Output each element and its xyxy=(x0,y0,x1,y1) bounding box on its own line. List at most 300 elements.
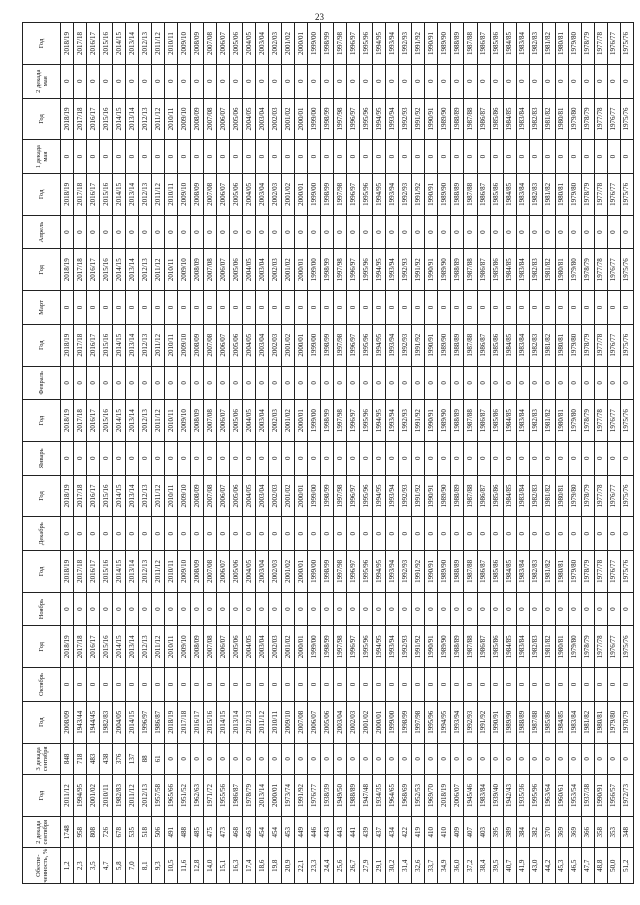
table-cell: 48,8 xyxy=(594,848,607,884)
table-cell: 0 xyxy=(126,65,139,99)
table-cell: 2001/02 xyxy=(282,98,295,140)
table-cell: 1986/87 xyxy=(477,626,490,668)
table-cell: 1979/80 xyxy=(568,475,581,517)
table-cell: 0 xyxy=(191,442,204,476)
table-cell: 0 xyxy=(490,592,503,626)
table-cell: 1987/88 xyxy=(464,550,477,592)
table-cell: 2014/15 xyxy=(126,701,139,743)
table-cell: 0 xyxy=(295,140,308,174)
table-cell: 0 xyxy=(74,140,87,174)
table-row xyxy=(152,23,165,884)
table-cell: 1995/96 xyxy=(360,550,373,592)
table-cell: 0 xyxy=(230,291,243,325)
table-cell: 0 xyxy=(74,517,87,551)
table-cell: 0 xyxy=(477,517,490,551)
table-cell: 1996/97 xyxy=(139,701,152,743)
table-cell: 0 xyxy=(256,366,269,400)
table-cell: 0 xyxy=(386,65,399,99)
table-cell: 1975/76 xyxy=(620,173,633,215)
table-cell: 718 xyxy=(74,743,87,774)
table-cell: 0 xyxy=(412,668,425,702)
table-cell: 1976/77 xyxy=(607,173,620,215)
table-cell: 1984/85 xyxy=(503,475,516,517)
table-cell: 1988/89 xyxy=(347,775,360,817)
table-cell: 1982/83 xyxy=(113,775,126,817)
table-cell: 0 xyxy=(74,291,87,325)
table-cell: 0 xyxy=(74,442,87,476)
table-cell: 1999/00 xyxy=(308,23,321,65)
table-cell: 0 xyxy=(321,517,334,551)
table-cell: 0 xyxy=(438,442,451,476)
table-cell: 1943/44 xyxy=(74,701,87,743)
table-cell: 1982/83 xyxy=(529,400,542,442)
table-cell: 2005/06 xyxy=(321,701,334,743)
table-cell: 0 xyxy=(594,291,607,325)
table-cell: 0 xyxy=(360,668,373,702)
table-cell: 0 xyxy=(594,592,607,626)
table-cell: 2016/17 xyxy=(87,173,100,215)
table-cell: 2003/04 xyxy=(256,98,269,140)
table-cell: 2011/12 xyxy=(152,626,165,668)
table-cell: 1994/95 xyxy=(438,701,451,743)
table-cell: 2014/15 xyxy=(217,701,230,743)
table-cell: 1980/81 xyxy=(555,475,568,517)
table-cell: 1989/90 xyxy=(438,475,451,517)
table-cell: 2001/02 xyxy=(282,475,295,517)
table-cell: 15,1 xyxy=(217,848,230,884)
column-header: Октябрь xyxy=(23,668,61,702)
table-cell: 0 xyxy=(399,366,412,400)
table-cell: 1939/40 xyxy=(490,775,503,817)
table-cell: 2001/02 xyxy=(282,550,295,592)
table-cell: 9,3 xyxy=(152,848,165,884)
table-cell: 2018/19 xyxy=(61,324,74,366)
table-cell: 0 xyxy=(87,65,100,99)
table-cell: 1976/77 xyxy=(607,475,620,517)
table-cell: 2013/14 xyxy=(126,400,139,442)
table-cell: 1981/82 xyxy=(542,173,555,215)
table-cell: 0 xyxy=(529,65,542,99)
table-cell: 0 xyxy=(607,65,620,99)
table-cell: 0 xyxy=(581,743,594,774)
table-cell: 0 xyxy=(373,442,386,476)
table-cell: 0 xyxy=(113,592,126,626)
table-cell: 0 xyxy=(243,668,256,702)
table-cell: 0 xyxy=(542,517,555,551)
table-cell: 1991/92 xyxy=(412,249,425,291)
table-cell: 2013/14 xyxy=(126,98,139,140)
table-cell: 1985/86 xyxy=(490,249,503,291)
table-cell: 0 xyxy=(451,442,464,476)
table-cell: 1937/38 xyxy=(581,775,594,817)
table-cell: 2009/10 xyxy=(178,400,191,442)
table-cell: 1984/85 xyxy=(555,701,568,743)
table-cell: 1996/97 xyxy=(347,475,360,517)
table-cell: 1993/94 xyxy=(451,701,464,743)
table-cell: 2011/12 xyxy=(152,400,165,442)
table-cell: 1978/79 xyxy=(581,626,594,668)
table-cell: 0 xyxy=(321,668,334,702)
table-cell: 0 xyxy=(425,517,438,551)
table-row xyxy=(178,23,191,884)
table-cell: 1947/48 xyxy=(360,775,373,817)
table-cell: 0 xyxy=(620,366,633,400)
table-cell: 0 xyxy=(217,668,230,702)
table-cell: 0 xyxy=(490,668,503,702)
table-cell: 0 xyxy=(568,517,581,551)
table-cell: 0 xyxy=(87,592,100,626)
column-header: Год xyxy=(23,23,61,65)
table-cell: 1990/91 xyxy=(490,701,503,743)
table-cell: 389 xyxy=(503,816,516,847)
table-cell: 353 xyxy=(607,816,620,847)
table-cell: 1995/96 xyxy=(360,475,373,517)
table-cell: 0 xyxy=(451,592,464,626)
table-cell: 2015/16 xyxy=(204,701,217,743)
table-cell: 0 xyxy=(542,743,555,774)
table-cell: 441 xyxy=(347,816,360,847)
table-cell: 395 xyxy=(490,816,503,847)
table-cell: 1978/79 xyxy=(581,400,594,442)
table-cell: 2006/07 xyxy=(217,23,230,65)
table-cell: 2003/04 xyxy=(334,701,347,743)
table-cell: 1995/96 xyxy=(360,249,373,291)
table-row xyxy=(360,23,373,884)
table-cell: 0 xyxy=(607,517,620,551)
table-cell: 0 xyxy=(61,291,74,325)
table-cell: 29,1 xyxy=(373,848,386,884)
table-cell: 2006/07 xyxy=(217,249,230,291)
table-cell: 2012/13 xyxy=(139,23,152,65)
table-cell: 2016/17 xyxy=(87,23,100,65)
table-cell: 0 xyxy=(581,517,594,551)
table-cell: 1992/93 xyxy=(399,249,412,291)
column-header: Январь xyxy=(23,442,61,476)
table-cell: 0 xyxy=(308,65,321,99)
table-cell: 0 xyxy=(464,668,477,702)
table-cell: 39,5 xyxy=(490,848,503,884)
column-header: Год xyxy=(23,249,61,291)
table-cell: 1748 xyxy=(61,816,74,847)
table-cell: 27,9 xyxy=(360,848,373,884)
table-cell: 2000/01 xyxy=(295,550,308,592)
table-cell: 88 xyxy=(139,743,152,774)
table-cell: 0 xyxy=(373,743,386,774)
table-cell: 2002/03 xyxy=(269,173,282,215)
table-cell: 1984/85 xyxy=(503,400,516,442)
table-row xyxy=(139,23,152,884)
table-cell: 1978/79 xyxy=(581,475,594,517)
table-cell: 0 xyxy=(334,668,347,702)
column-header: Год xyxy=(23,550,61,592)
table-cell: 1990/91 xyxy=(425,249,438,291)
table-cell: 1978/79 xyxy=(581,249,594,291)
table-cell: 2008/09 xyxy=(191,400,204,442)
table-cell: 2005/06 xyxy=(230,173,243,215)
table-cell: 0 xyxy=(100,442,113,476)
table-cell: 0 xyxy=(490,442,503,476)
table-cell: 2008/09 xyxy=(191,98,204,140)
table-cell: 1976/77 xyxy=(607,400,620,442)
table-cell: 0 xyxy=(607,366,620,400)
table-cell: 0 xyxy=(581,442,594,476)
table-cell: 0 xyxy=(516,592,529,626)
table-cell: 0 xyxy=(282,668,295,702)
table-cell: 2018/19 xyxy=(61,626,74,668)
table-cell: 0 xyxy=(113,668,126,702)
table-cell: 1984/85 xyxy=(503,550,516,592)
table-cell: 1976/77 xyxy=(607,23,620,65)
table-cell: 0 xyxy=(581,366,594,400)
table-cell: 1989/90 xyxy=(438,550,451,592)
table-cell: 1983/84 xyxy=(477,775,490,817)
table-cell: 1987/88 xyxy=(464,400,477,442)
table-row xyxy=(256,23,269,884)
table-cell: 1988/89 xyxy=(451,173,464,215)
table-cell: 2018/19 xyxy=(165,701,178,743)
table-cell: 0 xyxy=(139,442,152,476)
table-cell: 0 xyxy=(399,442,412,476)
table-cell: 958 xyxy=(74,816,87,847)
table-cell: 2001/02 xyxy=(282,23,295,65)
column-header: Год xyxy=(23,173,61,215)
table-cell: 0 xyxy=(165,140,178,174)
table-cell: 2000/01 xyxy=(295,23,308,65)
table-cell: 0 xyxy=(503,366,516,400)
table-cell: 1965/66 xyxy=(165,775,178,817)
table-cell: 0 xyxy=(152,215,165,249)
table-cell: 0 xyxy=(282,366,295,400)
table-cell: 0 xyxy=(165,442,178,476)
table-cell: 1985/86 xyxy=(490,550,503,592)
table-cell: 2017/18 xyxy=(178,701,191,743)
table-cell: 1992/93 xyxy=(399,173,412,215)
table-cell: 1997/98 xyxy=(334,626,347,668)
table-cell: 0 xyxy=(425,65,438,99)
table-cell: 0 xyxy=(347,743,360,774)
table-row xyxy=(542,23,555,884)
table-cell: 1978/79 xyxy=(243,775,256,817)
table-cell: 0 xyxy=(425,743,438,774)
table-cell: 0 xyxy=(594,517,607,551)
table-cell: 1993/94 xyxy=(386,626,399,668)
table-cell: 1981/82 xyxy=(542,550,555,592)
table-cell: 1978/79 xyxy=(581,23,594,65)
table-cell: 1977/78 xyxy=(594,550,607,592)
table-cell: 1983/84 xyxy=(568,701,581,743)
table-cell: 0 xyxy=(347,592,360,626)
table-cell: 0 xyxy=(503,442,516,476)
table-cell: 1985/86 xyxy=(490,98,503,140)
table-cell: 422 xyxy=(399,816,412,847)
table-cell: 0 xyxy=(334,366,347,400)
table-cell: 1982/83 xyxy=(529,626,542,668)
table-cell: 1996/97 xyxy=(347,400,360,442)
table-cell: 1991/92 xyxy=(412,23,425,65)
table-cell: 2006/07 xyxy=(217,98,230,140)
table-cell: 2006/07 xyxy=(308,701,321,743)
table-cell: 1987/88 xyxy=(529,701,542,743)
table-cell: 2014/15 xyxy=(113,550,126,592)
table-cell: 2016/17 xyxy=(87,475,100,517)
table-cell: 1980/81 xyxy=(555,626,568,668)
table-cell: 0 xyxy=(139,65,152,99)
table-cell: 1986/87 xyxy=(477,324,490,366)
table-cell: 2002/03 xyxy=(269,324,282,366)
table-cell: 1990/91 xyxy=(425,173,438,215)
table-cell: 0 xyxy=(555,743,568,774)
table-cell: 0 xyxy=(87,442,100,476)
table-cell: 0 xyxy=(256,140,269,174)
table-cell: 0 xyxy=(373,215,386,249)
table-cell: 0 xyxy=(152,442,165,476)
table-cell: 137 xyxy=(126,743,139,774)
table-cell: 1994/95 xyxy=(373,626,386,668)
table-cell: 0 xyxy=(477,291,490,325)
table-cell: 0 xyxy=(386,366,399,400)
table-cell: 0 xyxy=(451,140,464,174)
table-cell: 0 xyxy=(269,592,282,626)
table-cell: 0 xyxy=(607,291,620,325)
table-cell: 1951/52 xyxy=(178,775,191,817)
table-cell: 1993/94 xyxy=(386,249,399,291)
table-cell: 382 xyxy=(529,816,542,847)
table-cell: 1975/76 xyxy=(620,324,633,366)
table-cell: 7,0 xyxy=(126,848,139,884)
table-cell: 1986/87 xyxy=(230,775,243,817)
table-cell: 0 xyxy=(373,291,386,325)
table-cell: 0 xyxy=(620,140,633,174)
table-row xyxy=(74,23,87,884)
table-cell: 0 xyxy=(386,140,399,174)
table-cell: 2003/04 xyxy=(256,324,269,366)
table-cell: 0 xyxy=(178,291,191,325)
table-cell: 2009/10 xyxy=(178,475,191,517)
table-cell: 1962/63 xyxy=(191,775,204,817)
table-cell: 1978/79 xyxy=(581,324,594,366)
table-cell: 0 xyxy=(139,215,152,249)
table-cell: 2008/09 xyxy=(191,475,204,517)
table-row xyxy=(620,23,633,884)
table-cell: 0 xyxy=(386,442,399,476)
table-row xyxy=(607,23,620,884)
table-cell: 0 xyxy=(386,592,399,626)
table-cell: 1980/81 xyxy=(555,324,568,366)
table-cell: 0 xyxy=(490,65,503,99)
table-cell: 1994/95 xyxy=(373,98,386,140)
table-cell: 0 xyxy=(399,215,412,249)
table-cell: 468 xyxy=(230,816,243,847)
table-cell: 1955/56 xyxy=(217,775,230,817)
table-cell: 1991/92 xyxy=(412,173,425,215)
table-cell: 366 xyxy=(581,816,594,847)
table-cell: 2015/16 xyxy=(100,626,113,668)
table-cell: 1985/86 xyxy=(542,701,555,743)
table-cell: 0 xyxy=(230,668,243,702)
table-cell: 2015/16 xyxy=(100,173,113,215)
column-header: Ноябрь xyxy=(23,592,61,626)
table-cell: 0 xyxy=(165,65,178,99)
table-cell: 0 xyxy=(61,517,74,551)
table-row xyxy=(269,23,282,884)
table-cell: 2002/03 xyxy=(269,249,282,291)
table-cell: 0 xyxy=(516,743,529,774)
column-header: 1 декада мая xyxy=(23,140,61,174)
table-cell: 376 xyxy=(113,743,126,774)
table-cell: 1993/94 xyxy=(386,173,399,215)
table-cell: 1993/94 xyxy=(386,400,399,442)
table-cell: 0 xyxy=(217,215,230,249)
table-cell: 0 xyxy=(438,366,451,400)
table-cell: 38,4 xyxy=(477,848,490,884)
table-cell: 0 xyxy=(152,592,165,626)
table-cell: 1999/00 xyxy=(308,98,321,140)
table-cell: 0 xyxy=(464,592,477,626)
table-cell: 37,2 xyxy=(464,848,477,884)
table-cell: 0 xyxy=(542,668,555,702)
page-number: 23 xyxy=(315,12,324,22)
table-row xyxy=(321,23,334,884)
table-cell: 437 xyxy=(373,816,386,847)
column-header: 2 декада мая xyxy=(23,65,61,99)
table-row xyxy=(282,23,295,884)
table-cell: 0 xyxy=(451,65,464,99)
table-cell: 2013/14 xyxy=(126,324,139,366)
table-cell: 1995/96 xyxy=(529,775,542,817)
table-cell: 1983/84 xyxy=(516,475,529,517)
table-cell: 40,7 xyxy=(503,848,516,884)
table-cell: 0 xyxy=(87,140,100,174)
table-cell: 2004/05 xyxy=(243,475,256,517)
table-cell: 1981/82 xyxy=(542,324,555,366)
table-cell: 0 xyxy=(87,215,100,249)
table-cell: 0 xyxy=(568,65,581,99)
table-cell: 24,4 xyxy=(321,848,334,884)
table-cell: 0 xyxy=(347,215,360,249)
table-cell: 2002/03 xyxy=(269,475,282,517)
table-cell: 0 xyxy=(360,65,373,99)
table-cell: 0 xyxy=(529,442,542,476)
table-cell: 2018/19 xyxy=(438,775,451,817)
table-cell: 1989/90 xyxy=(503,701,516,743)
table-cell: 473 xyxy=(217,816,230,847)
table-cell: 0 xyxy=(477,215,490,249)
table-cell: 0 xyxy=(347,291,360,325)
table-cell: 2000/01 xyxy=(373,701,386,743)
table-cell: 2004/05 xyxy=(243,249,256,291)
table-cell: 1981/82 xyxy=(542,249,555,291)
table-cell: 2008/09 xyxy=(191,23,204,65)
table-cell: 0 xyxy=(373,366,386,400)
table-cell: 2002/03 xyxy=(347,701,360,743)
table-cell: 2004/05 xyxy=(243,550,256,592)
table-cell: 0 xyxy=(399,65,412,99)
table-cell: 0 xyxy=(178,517,191,551)
table-cell: 1983/84 xyxy=(516,249,529,291)
table-cell: 1976/77 xyxy=(607,98,620,140)
table-cell: 17,4 xyxy=(243,848,256,884)
table-cell: 2003/04 xyxy=(256,626,269,668)
table-cell: 1997/98 xyxy=(334,400,347,442)
table-cell: 1996/97 xyxy=(347,249,360,291)
table-cell: 0 xyxy=(243,140,256,174)
table-cell: 1997/98 xyxy=(334,475,347,517)
table-cell: 0 xyxy=(451,291,464,325)
table-cell: 1992/93 xyxy=(399,626,412,668)
table-cell: 2016/17 xyxy=(87,550,100,592)
table-cell: 1977/78 xyxy=(594,23,607,65)
table-cell: 0 xyxy=(191,743,204,774)
